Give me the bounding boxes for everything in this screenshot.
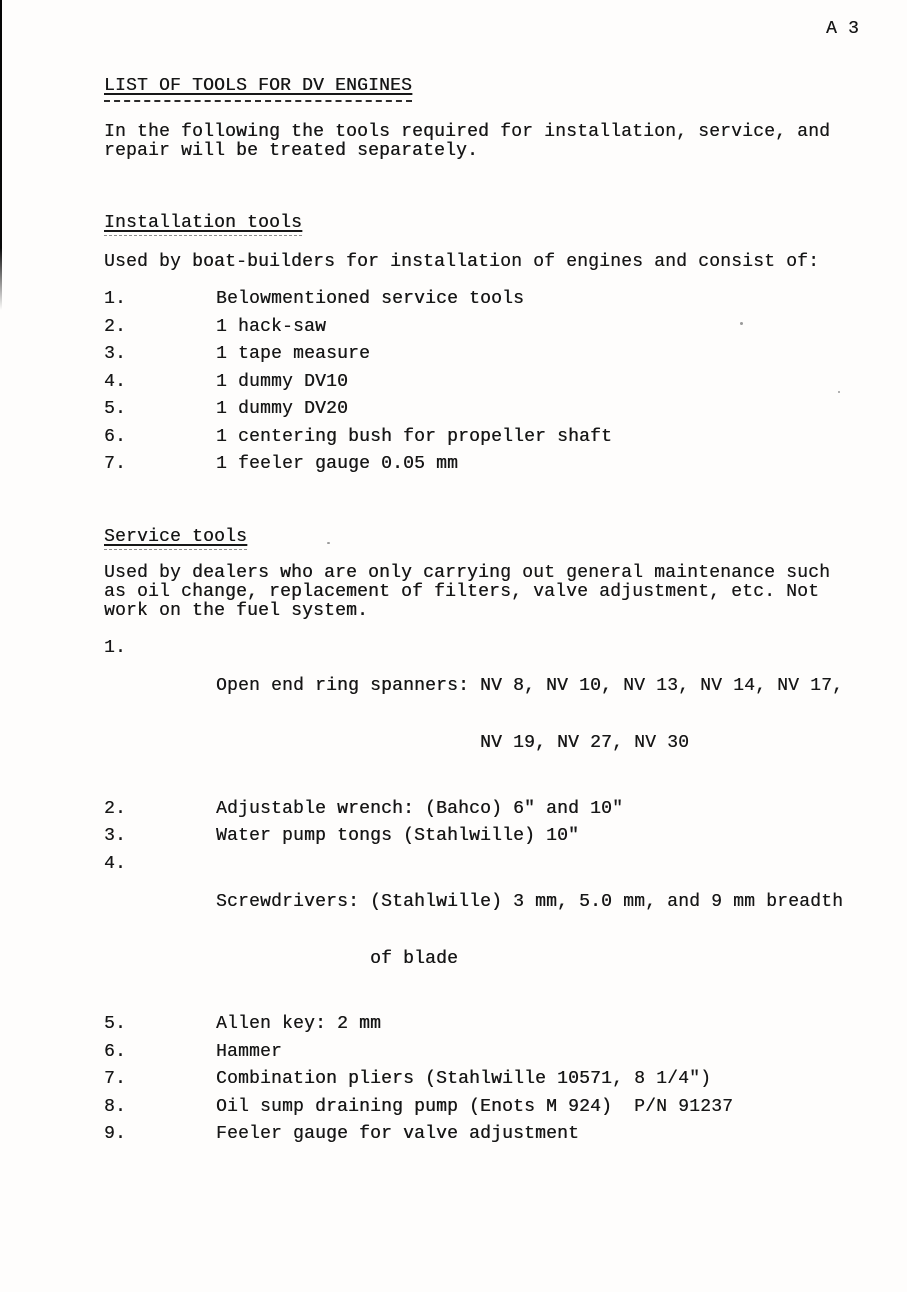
item-text: [216, 1098, 733, 1117]
item-number: 8.: [104, 1096, 127, 1117]
item-line: 1 feeler gauge 0.05 mm: [216, 454, 459, 474]
list-item: [104, 345, 612, 364]
item-line: Open end ring spanners: NV 8, NV 10, NV 13, NV 14, NV 17,: [216, 676, 844, 696]
item-line: Allen key: 2 mm: [216, 1014, 382, 1034]
item-text: [216, 345, 370, 364]
item-text: [216, 1043, 282, 1062]
item-line: 1 centering bush for propeller shaft: [216, 426, 613, 447]
scan-speck: [838, 391, 840, 393]
item-line: 1 dummy DV10: [216, 371, 349, 392]
item-number: 3.: [104, 344, 127, 364]
item-text: [216, 400, 348, 419]
item-text: [216, 827, 579, 846]
section-heading-service-tools: [104, 528, 247, 550]
item-text: [216, 639, 843, 791]
service-tools-list: [104, 639, 843, 1153]
description-line: work on the fuel system.: [104, 601, 369, 621]
scan-speck: [740, 322, 743, 325]
intro-line: repair will be treated separately.: [104, 141, 479, 161]
list-item: [104, 1043, 843, 1062]
item-line: 1 dummy DV20: [216, 399, 349, 419]
installation-tools-list: [104, 290, 612, 483]
item-number: 1.: [104, 289, 127, 309]
page-number: A 3: [826, 19, 860, 39]
intro-line: In the following the tools required for installation, service, and: [104, 122, 831, 142]
item-number: 5.: [104, 1014, 127, 1034]
item-line: Adjustable wrench: (Bahco) 6" and 10": [216, 798, 624, 819]
item-line: 1 tape measure: [216, 344, 371, 364]
item-line: 1 hack-saw: [216, 316, 327, 337]
item-line: Feeler gauge for valve adjustment: [216, 1124, 580, 1144]
list-item: [104, 1125, 843, 1144]
scan-speck: [327, 542, 330, 544]
item-number: 4.: [104, 853, 127, 874]
item-number: 5.: [104, 399, 127, 419]
document-title: [104, 77, 412, 102]
list-item: [104, 1098, 843, 1117]
item-number: 7.: [104, 1069, 127, 1089]
item-number: 2.: [104, 316, 127, 337]
description-line: as oil change, replacement of filters, valve adjustment, etc. Not: [104, 582, 820, 602]
item-text: [216, 373, 348, 392]
item-number: 3.: [104, 826, 127, 846]
description-line: Used by boat-builders for installation of engines and consist of:: [104, 252, 820, 272]
installation-tools-description: [104, 253, 819, 272]
item-number: 9.: [104, 1124, 127, 1144]
item-line: Belowmentioned service tools: [216, 289, 525, 309]
item-number: 6.: [104, 1041, 127, 1062]
document-title-text: LIST OF TOOLS FOR DV ENGINES: [104, 77, 412, 102]
list-item: [104, 455, 612, 474]
item-text: [216, 800, 623, 819]
list-item: [104, 1015, 843, 1034]
scan-edge-artifact: [0, 0, 2, 310]
list-item: [104, 639, 843, 791]
list-item: [104, 855, 843, 1007]
list-item: [104, 318, 612, 337]
list-item: [104, 800, 843, 819]
item-text: [216, 1125, 579, 1144]
intro-paragraph: [104, 123, 830, 161]
item-text: [216, 1070, 711, 1089]
item-text: [216, 455, 458, 474]
section-heading-text: Service tools: [104, 528, 247, 550]
item-text: [216, 1015, 381, 1034]
item-number: 6.: [104, 426, 127, 447]
item-line: of blade: [216, 948, 459, 969]
list-item: [104, 827, 843, 846]
list-item: [104, 1070, 843, 1089]
section-heading-text: Installation tools: [104, 214, 302, 236]
item-number: 4.: [104, 371, 127, 392]
item-line: Screwdrivers: (Stahlwille) 3 mm, 5.0 mm, and 9 mm breadth: [216, 891, 844, 912]
item-line: Oil sump draining pump (Enots M 924) P/N 91237: [216, 1096, 734, 1117]
list-item: [104, 428, 612, 447]
item-text: [216, 318, 326, 337]
item-text: [216, 290, 524, 309]
description-line: Used by dealers who are only carrying out general maintenance such: [104, 563, 831, 583]
item-line: Combination pliers (Stahlwille 10571, 8 1/4"): [216, 1069, 712, 1089]
item-text: [216, 855, 843, 1007]
item-text: [216, 428, 612, 447]
item-line: Hammer: [216, 1041, 283, 1062]
list-item: [104, 400, 612, 419]
item-number: 7.: [104, 454, 127, 474]
item-number: 2.: [104, 798, 127, 819]
item-number: 1.: [104, 638, 127, 658]
list-item: [104, 290, 612, 309]
service-tools-description: [104, 564, 830, 621]
list-item: [104, 373, 612, 392]
item-line: NV 19, NV 27, NV 30: [216, 733, 690, 753]
section-heading-installation-tools: [104, 214, 302, 236]
item-line: Water pump tongs (Stahlwille) 10": [216, 826, 580, 846]
